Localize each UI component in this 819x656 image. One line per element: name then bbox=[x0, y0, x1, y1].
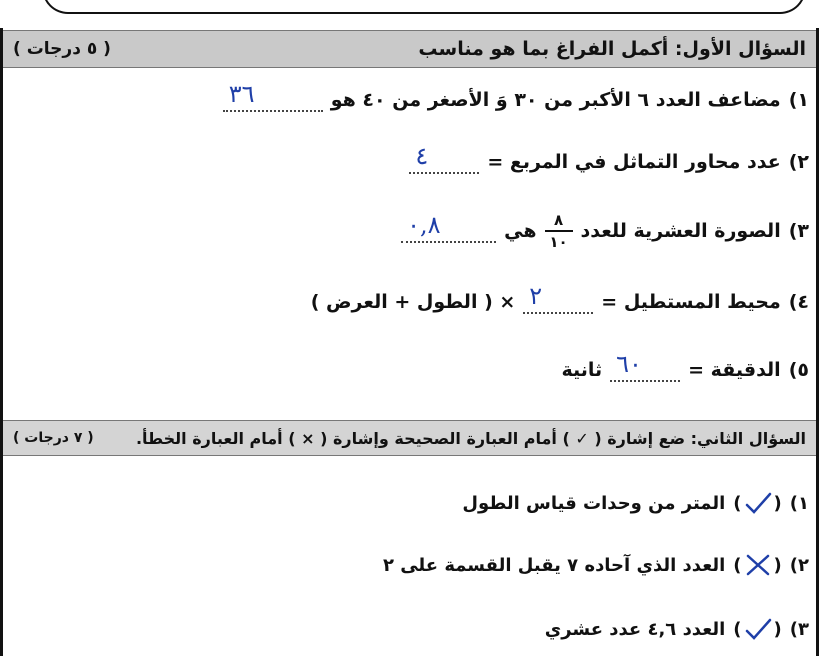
item-text: العدد ٤,٦ عدد عشري bbox=[544, 618, 726, 640]
item-text: محيط المستطيل = bbox=[601, 291, 781, 313]
top-border-arc bbox=[42, 0, 806, 14]
item-number: ١) bbox=[789, 492, 809, 514]
fraction-bar bbox=[545, 230, 573, 232]
answer-blank[interactable] bbox=[401, 211, 496, 243]
fill-item-4 bbox=[310, 282, 809, 314]
true-false-item-1 bbox=[462, 490, 809, 516]
cross-icon bbox=[744, 552, 772, 578]
fill-item-5 bbox=[561, 350, 809, 382]
item-text-after: ثانية bbox=[561, 359, 603, 381]
left-border bbox=[0, 28, 3, 656]
answer-parentheses[interactable]: ( ) bbox=[733, 616, 781, 642]
handwritten-answer: ٠,٨ bbox=[407, 211, 441, 239]
answer-parentheses[interactable]: ( ) bbox=[733, 552, 781, 578]
item-number: ١) bbox=[788, 89, 809, 111]
fraction-numerator: ٨ bbox=[553, 211, 564, 229]
handwritten-answer: ٦٠ bbox=[616, 350, 642, 378]
handwritten-answer: ٤ bbox=[415, 142, 429, 170]
answer-parentheses[interactable]: ( ) bbox=[733, 490, 781, 516]
item-number: ٣) bbox=[788, 220, 809, 242]
handwritten-answer: ٢ bbox=[529, 282, 543, 310]
fraction-denominator: ١٠ bbox=[549, 233, 568, 251]
answer-blank[interactable] bbox=[409, 142, 479, 174]
item-number: ٥) bbox=[788, 359, 809, 381]
question-1-title: السؤال الأول: أكمل الفراغ بما هو مناسب bbox=[418, 38, 806, 60]
item-text-after: × ( الطول + العرض ) bbox=[310, 291, 516, 313]
answer-blank[interactable] bbox=[610, 350, 680, 382]
item-number: ٤) bbox=[788, 291, 809, 313]
item-text: المتر من وحدات قياس الطول bbox=[462, 492, 726, 514]
item-text: مضاعف العدد ٦ الأكبر من ٣٠ وَ الأصغر من ٤٠ هو bbox=[330, 89, 781, 111]
question-2-title: السؤال الثاني: ضع إشارة ( ✓ ) أمام العبارة الصحيحة وإشارة ( × ) أمام العبارة الخطأ. bbox=[135, 428, 806, 448]
question-1-header bbox=[3, 30, 816, 68]
item-text-after: هي bbox=[504, 220, 537, 242]
item-number: ٢) bbox=[788, 151, 809, 173]
item-number: ٣) bbox=[789, 618, 809, 640]
handwritten-answer: ٣٦ bbox=[228, 80, 255, 108]
answer-blank[interactable] bbox=[523, 282, 593, 314]
item-number: ٢) bbox=[789, 554, 809, 576]
question-2-header bbox=[3, 420, 816, 456]
fill-item-2 bbox=[409, 142, 809, 174]
item-text: عدد محاور التماثل في المربع = bbox=[487, 151, 781, 173]
item-text: العدد الذي آحاده ٧ يقبل القسمة على ٢ bbox=[382, 554, 726, 576]
check-icon bbox=[744, 490, 772, 516]
fill-item-1 bbox=[223, 80, 809, 112]
item-text: الصورة العشرية للعدد bbox=[580, 220, 781, 242]
fill-item-3 bbox=[401, 212, 809, 250]
item-text: الدقيقة = bbox=[688, 359, 781, 381]
true-false-item-2 bbox=[383, 552, 809, 578]
answer-blank[interactable] bbox=[223, 80, 323, 112]
question-1-marks: ( ٥ درجات ) bbox=[13, 39, 111, 59]
question-2-marks: ( ٧ درجات ) bbox=[13, 430, 94, 446]
true-false-item-3 bbox=[545, 616, 809, 642]
check-icon bbox=[744, 616, 772, 642]
fraction bbox=[545, 212, 573, 250]
